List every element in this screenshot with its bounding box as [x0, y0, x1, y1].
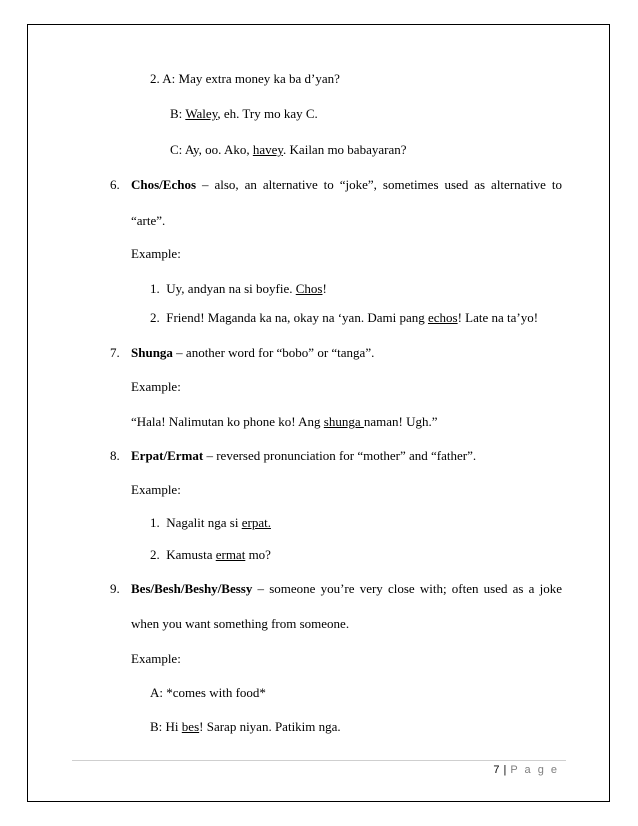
slang-word-havey: havey [252, 142, 284, 157]
example-label: Example: [131, 651, 181, 666]
item-7-definition: Shunga – another word for “bobo” or “tanga”. [131, 345, 375, 360]
term-erpat-ermat: Erpat/Ermat [131, 448, 204, 463]
item-9-definition-continued: when you want something from someone. [131, 616, 350, 631]
dialogue-line-c: C: Ay, oo. Ako, havey. Kailan mo babayaran? [170, 142, 407, 157]
example-9-a: A: *comes with food* [150, 685, 266, 700]
item-9-definition: Bes/Besh/Beshy/Bessy – someone you’re very close with; often used as a joke [131, 581, 562, 596]
example-6-2: 2. Friend! Maganda ka na, okay na ‘yan. Dami pang echos! Late na ta’yo! [150, 310, 539, 325]
item-9-number: 9. [110, 581, 120, 596]
item-6-number: 6. [110, 177, 120, 192]
item-8-definition: Erpat/Ermat – reversed pronunciation for “mother” and “father”. [131, 448, 477, 463]
example-8-1: 1. Nagalit nga si erpat. [150, 515, 271, 530]
dialogue-line-b: B: Waley, eh. Try mo kay C. [170, 106, 318, 121]
item-8-number: 8. [110, 448, 120, 463]
item-6-definition: Chos/Echos – also, an alternative to “joke”, sometimes used as alternative to [131, 177, 562, 192]
term-shunga: Shunga [131, 345, 173, 360]
page-label: P a g e [510, 764, 559, 776]
item-6-definition-continued: “arte”. [131, 213, 166, 228]
item-7-number: 7. [110, 345, 120, 360]
example-9-b: B: Hi bes! Sarap niyan. Patikim nga. [150, 719, 341, 734]
example-label: Example: [131, 482, 181, 497]
page-footer [493, 764, 559, 776]
example-8-2: 2. Kamusta ermat mo? [150, 547, 271, 562]
example-6-1: 1. Uy, andyan na si boyfie. Chos! [150, 281, 327, 296]
page-border [27, 24, 610, 802]
term-chos-echos: Chos/Echos [131, 177, 197, 192]
example-label: Example: [131, 246, 181, 261]
dialogue-line-a: 2. A: May extra money ka ba d’yan? [150, 71, 340, 86]
footer-rule [72, 760, 566, 761]
example-7: “Hala! Nalimutan ko phone ko! Ang shunga naman! Ugh.” [131, 414, 438, 429]
page-number: 7 [493, 764, 500, 776]
slang-word-waley: Waley [185, 106, 218, 121]
footer-separator: | [503, 764, 507, 776]
example-label: Example: [131, 379, 181, 394]
term-bes-besh: Bes/Besh/Beshy/Bessy [131, 581, 253, 596]
